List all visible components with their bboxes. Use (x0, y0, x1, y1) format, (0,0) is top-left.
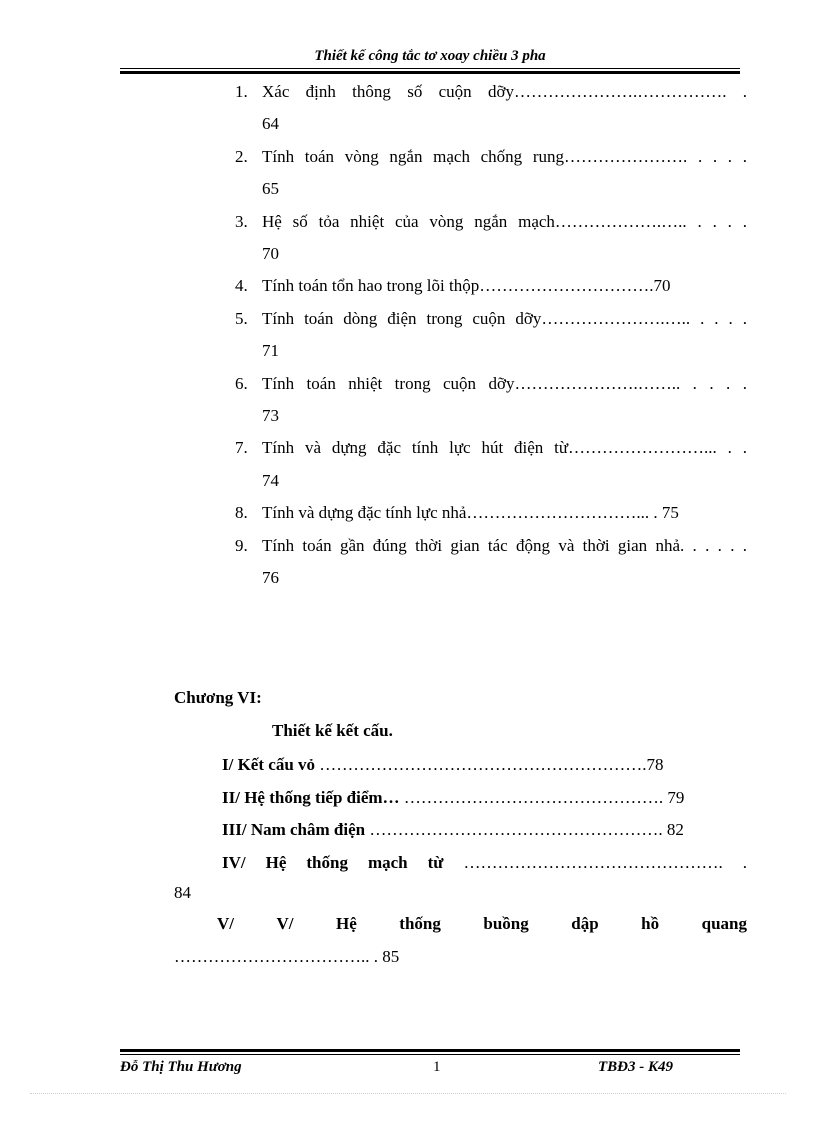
header-title: Thiết kế công tắc tơ xoay chiều 3 pha (314, 48, 546, 64)
section-word: Hệ (336, 914, 357, 933)
section-word: buồng (483, 914, 529, 933)
toc-entry-number: 8. (235, 503, 248, 523)
toc-entry (235, 206, 747, 271)
toc-entry (235, 141, 747, 206)
toc-list (235, 76, 747, 595)
section-word: thống (399, 914, 441, 933)
section-continuation: …………………………….. . 85 (174, 947, 400, 966)
section-page: 84 (174, 883, 191, 902)
section-word: V/ (276, 914, 294, 933)
toc-entry-page: 74 (262, 470, 279, 490)
toc-entry-page: 71 (262, 341, 279, 361)
toc-entry (235, 432, 747, 497)
section-word: dập (571, 914, 599, 933)
toc-entry-page: 65 (262, 179, 279, 199)
toc-entry-text: Tính toán gần đúng thời gian tác động và thời gian nhả. . . . . . (262, 535, 747, 555)
section-entry (222, 820, 684, 840)
toc-entry (235, 270, 747, 302)
section-dots: ……………………………………………. 82 (369, 820, 684, 839)
toc-entry (235, 303, 747, 368)
section-label: II/ Hệ thống tiếp điểm… (222, 788, 400, 807)
section-entry (222, 853, 747, 873)
toc-entry-number: 3. (235, 211, 248, 231)
footer-code: TBĐ3 - K49 (598, 1059, 673, 1075)
chapter-heading: Chương VI: (174, 688, 262, 707)
toc-entry-text: Xác định thông số cuộn dỡy………………….……………. . (262, 82, 747, 101)
section-entry (222, 788, 684, 808)
section-entry-5 (217, 914, 747, 934)
page-edge-divider (30, 1093, 786, 1094)
header-rule-thin (120, 68, 740, 69)
toc-entry-text: Tính toán vòng ngắn mạch chống rung…………………. . . . . (262, 146, 747, 166)
toc-entry-text: Tính toán dòng điện trong cuộn dỡy………………….….. . . . . (262, 308, 747, 328)
toc-entry-number: 5. (235, 308, 248, 328)
toc-entry (235, 497, 747, 529)
toc-entry-number: 7. (235, 438, 248, 458)
toc-entry (235, 76, 747, 141)
header-rule-thick (120, 71, 740, 74)
toc-entry-page: 64 (262, 114, 279, 134)
section-dots: ………………………………………………….78 (319, 755, 664, 774)
section-entry (222, 755, 664, 775)
toc-entry-number: 9. (235, 535, 248, 555)
toc-entry (235, 530, 747, 595)
toc-entry-text: Hệ số tỏa nhiệt của vòng ngắn mạch……………….….. . . . . (262, 211, 747, 231)
chapter-title: Thiết kế kết cấu. (272, 721, 393, 740)
toc-entry-number: 1. (235, 82, 248, 101)
toc-entry-text: Tính toán tổn hao trong lõi thộp………………………….70 (262, 276, 671, 296)
section-label: I/ Kết cấu vỏ (222, 755, 316, 774)
toc-entry-number: 6. (235, 373, 248, 393)
footer-rule-thick (120, 1049, 740, 1052)
toc-entry (235, 368, 747, 433)
section-word: V/ (217, 914, 234, 933)
toc-entry-text: Tính toán nhiệt trong cuộn dỡy………………….…….. . . . . (262, 373, 747, 393)
toc-entry-page: 76 (262, 568, 279, 588)
toc-entry-text: Tính và dựng đặc tính lực nhả…………………………... . 75 (262, 503, 679, 523)
section-dots: ………………………………………. 79 (403, 788, 685, 807)
footer-author: Đỗ Thị Thu Hương (120, 1059, 242, 1075)
toc-entry-page: 70 (262, 244, 279, 264)
section-label: III/ Nam châm điện (222, 820, 366, 839)
toc-entry-number: 4. (235, 276, 248, 296)
section-word: hồ (641, 914, 660, 933)
section-label: IV/ Hệ thống mạch từ (222, 853, 444, 872)
section-word: quang (701, 914, 747, 933)
footer-page-number: 1 (433, 1059, 441, 1075)
toc-entry-page: 73 (262, 406, 279, 426)
footer-rule-thin (120, 1054, 740, 1055)
toc-entry-text: Tính và dựng đặc tính lực hút điện từ……………………... . . (262, 438, 747, 458)
toc-entry-number: 2. (235, 146, 248, 166)
section-dots: ………………………………………. . (463, 853, 748, 872)
